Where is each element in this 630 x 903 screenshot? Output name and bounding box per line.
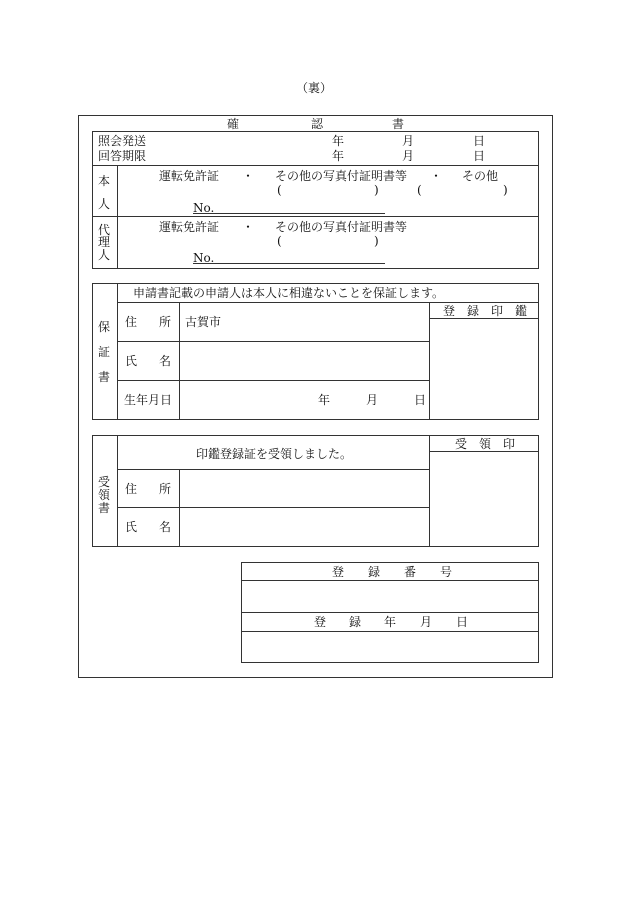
principal-number-field[interactable] bbox=[193, 213, 385, 214]
principal-photo-id-paren-close: ) bbox=[374, 183, 379, 197]
confirmation-table bbox=[92, 131, 539, 269]
agent-number-label: No. bbox=[193, 251, 215, 265]
registered-seal-area[interactable] bbox=[431, 320, 537, 418]
receipt-seal-area[interactable] bbox=[431, 453, 537, 545]
principal-photo-id-option: その他の写真付証明書等 bbox=[275, 169, 408, 183]
registration-number-field[interactable] bbox=[243, 582, 537, 610]
principal-bullet-1: ・ bbox=[242, 169, 255, 183]
agent-number-field[interactable] bbox=[193, 263, 385, 264]
principal-other-paren-close: ) bbox=[503, 183, 508, 197]
principal-number-label: No. bbox=[193, 201, 215, 215]
principal-license-option: 運転免許証 bbox=[159, 169, 220, 183]
page-side-label: （裏） bbox=[296, 81, 333, 95]
birth-year-unit: 年 bbox=[318, 393, 331, 407]
guarantee-statement: 申請書記載の申請人は本人に相違ないことを保証します。 bbox=[133, 286, 445, 300]
receipt-name-field[interactable] bbox=[181, 509, 427, 545]
birth-month-unit: 月 bbox=[366, 393, 379, 407]
principal-bullet-2: ・ bbox=[430, 169, 443, 183]
principal-other-paren-open: ( bbox=[417, 183, 422, 197]
guarantee-address-value[interactable]: 古賀市 bbox=[185, 315, 222, 329]
birth-day-unit: 日 bbox=[414, 393, 427, 407]
deadline-year-unit: 年 bbox=[332, 149, 345, 163]
inquiry-year-unit: 年 bbox=[332, 134, 345, 148]
principal-photo-id-paren-open: ( bbox=[277, 183, 282, 197]
agent-paren-close: ) bbox=[374, 234, 379, 248]
agent-paren-open: ( bbox=[277, 234, 282, 248]
agent-bullet: ・ bbox=[242, 220, 255, 234]
receipt-statement: 印鑑登録証を受領しました。 bbox=[196, 447, 353, 461]
inquiry-sent-label: 照会発送 bbox=[98, 134, 147, 148]
registration-date-field[interactable] bbox=[243, 633, 537, 661]
guarantee-name-field[interactable] bbox=[181, 343, 427, 378]
guarantee-birthdate-label: 生年月日 bbox=[124, 393, 173, 407]
inquiry-day-unit: 日 bbox=[473, 134, 486, 148]
inquiry-month-unit: 月 bbox=[402, 134, 415, 148]
reply-deadline-label: 回答期限 bbox=[98, 149, 147, 163]
agent-photo-id-option: その他の写真付証明書等 bbox=[275, 220, 408, 234]
deadline-day-unit: 日 bbox=[473, 149, 486, 163]
principal-other-option: その他 bbox=[462, 169, 499, 183]
receipt-address-field[interactable] bbox=[181, 471, 427, 505]
deadline-month-unit: 月 bbox=[402, 149, 415, 163]
agent-license-option: 運転免許証 bbox=[159, 220, 220, 234]
